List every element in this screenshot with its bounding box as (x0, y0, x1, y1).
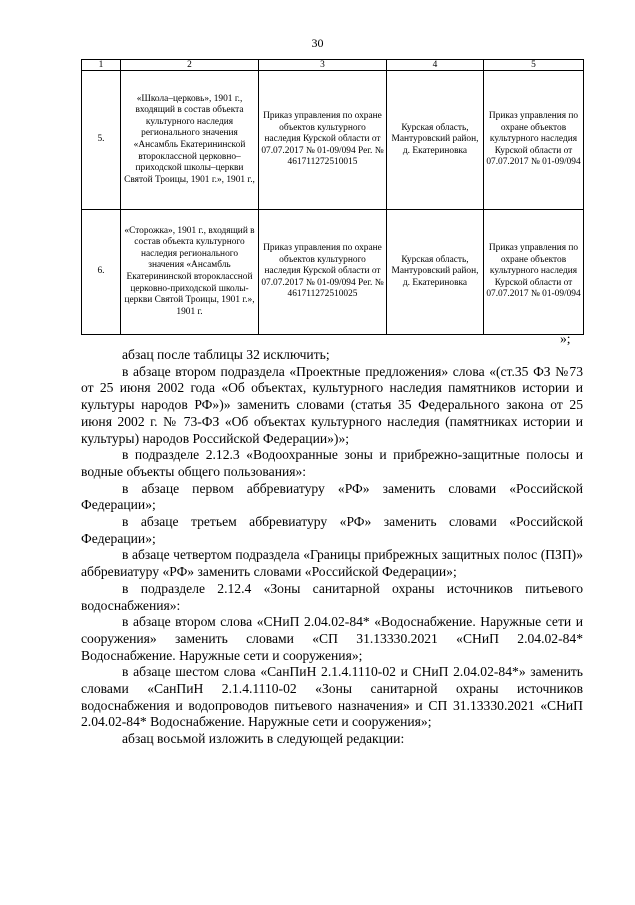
paragraph: в абзаце шестом слова «СанПиН 2.1.4.1110-02 и СНиП 2.04.02-84*» заменить словами «СанПиН 2.1.4.1110-02 «Зоны санитарной охраны источников водоснабжения и водопроводов питьевого назначения» и СП 31.13330.2021 «СНиП 2.04.02-84* Водоснабжение. Наружные сети и сооружения»; (81, 664, 583, 730)
heritage-table (81, 59, 584, 335)
table-header-row (82, 60, 584, 71)
registration-order-cell: Приказ управления по охране объектов культурного наследия Курской области от 07.07.2017 № 01-09/094 Рег. № 461711272510015 (259, 71, 387, 210)
paragraph: в абзаце четвертом подраздела «Границы прибрежных защитных полос (ПЗП)» аббревиатуру «РФ» заменить словами «Российской Федерации»; (81, 547, 583, 580)
page-number: 30 (311, 36, 324, 50)
table-header-cell: 2 (121, 60, 259, 71)
table-header-cell: 3 (259, 60, 387, 71)
paragraph: в абзаце третьем аббревиатуру «РФ» заменить словами «Российской Федерации»; (81, 514, 583, 546)
paragraph: в абзаце втором слова «СНиП 2.04.02-84* «Водоснабжение. Наружные сети и сооружения» заменить словами «СП 31.13330.2021 «СНиП 2.04.02-84* Водоснабжение. Наружные сети и сооружения»; (81, 614, 583, 663)
row-number-cell: 6. (82, 210, 121, 335)
table-row (82, 71, 584, 210)
closing-quote-mark: »; (560, 331, 571, 346)
protection-order-cell: Приказ управления по охране объектов культурного наследия Курской области от 07.07.2017 № 01-09/094 (484, 210, 584, 335)
table-header-cell: 1 (82, 60, 121, 71)
paragraph: в подразделе 2.12.3 «Водоохранные зоны и прибрежно-защитные полосы и водные объекты общего пользования»: (81, 447, 583, 479)
paragraph: абзац восьмой изложить в следующей редакции: (122, 731, 405, 747)
table-header-cell: 4 (387, 60, 484, 71)
address-cell: Курская область, Мантуровский район, д. Екатериновка (387, 210, 484, 335)
protection-order-cell: Приказ управления по охране объектов культурного наследия Курской области от 07.07.2017 № 01-09/094 (484, 71, 584, 210)
amendment-text (81, 347, 583, 748)
paragraph: в подразделе 2.12.4 «Зоны санитарной охраны источников питьевого водоснабжения»: (81, 580, 583, 613)
address-cell: Курская область, Мантуровский район, д. Екатериновка (387, 71, 484, 210)
object-name-cell: «Школа–церковь», 1901 г., входящий в состав объекта культурного наследия регионального значения «Ансамбль Екатерининской второклассной церковно–приходской школы–церкви Святой Троицы, 1901 г.», 1901 г., (121, 71, 259, 210)
row-number-cell: 5. (82, 71, 121, 210)
paragraph: в абзаце первом аббревиатуру «РФ» заменить словами «Российской Федерации»; (81, 480, 583, 513)
registration-order-cell: Приказ управления по охране объектов культурного наследия Курской области от 07.07.2017 № 01-09/094 Рег. № 461711272510025 (259, 210, 387, 335)
paragraph: в абзаце втором подраздела «Проектные предложения» слова «(ст.35 ФЗ №73 от 25 июня 2002 года «Об объектах, культурного наследия памятников истории и культуры народов РФ»)» заменить словами (статья 35 Федерального закона от 25 июня 2002 г. № 73-ФЗ «Об объектах культурного наследия (памятниках истории и культуры) народов Российской Федерации»)»; (81, 363, 583, 446)
paragraph: абзац после таблицы 32 исключить; (122, 347, 330, 362)
object-name-cell: «Сторожка», 1901 г., входящий в состав объекта культурного наследия регионального значения «Ансамбль Екатерининской второклассной церковно-приходской школы-церкви Святой Троицы, 1901 г.», 1901 г. (121, 210, 259, 335)
table-header-cell: 5 (484, 60, 584, 71)
table-row (82, 210, 584, 335)
